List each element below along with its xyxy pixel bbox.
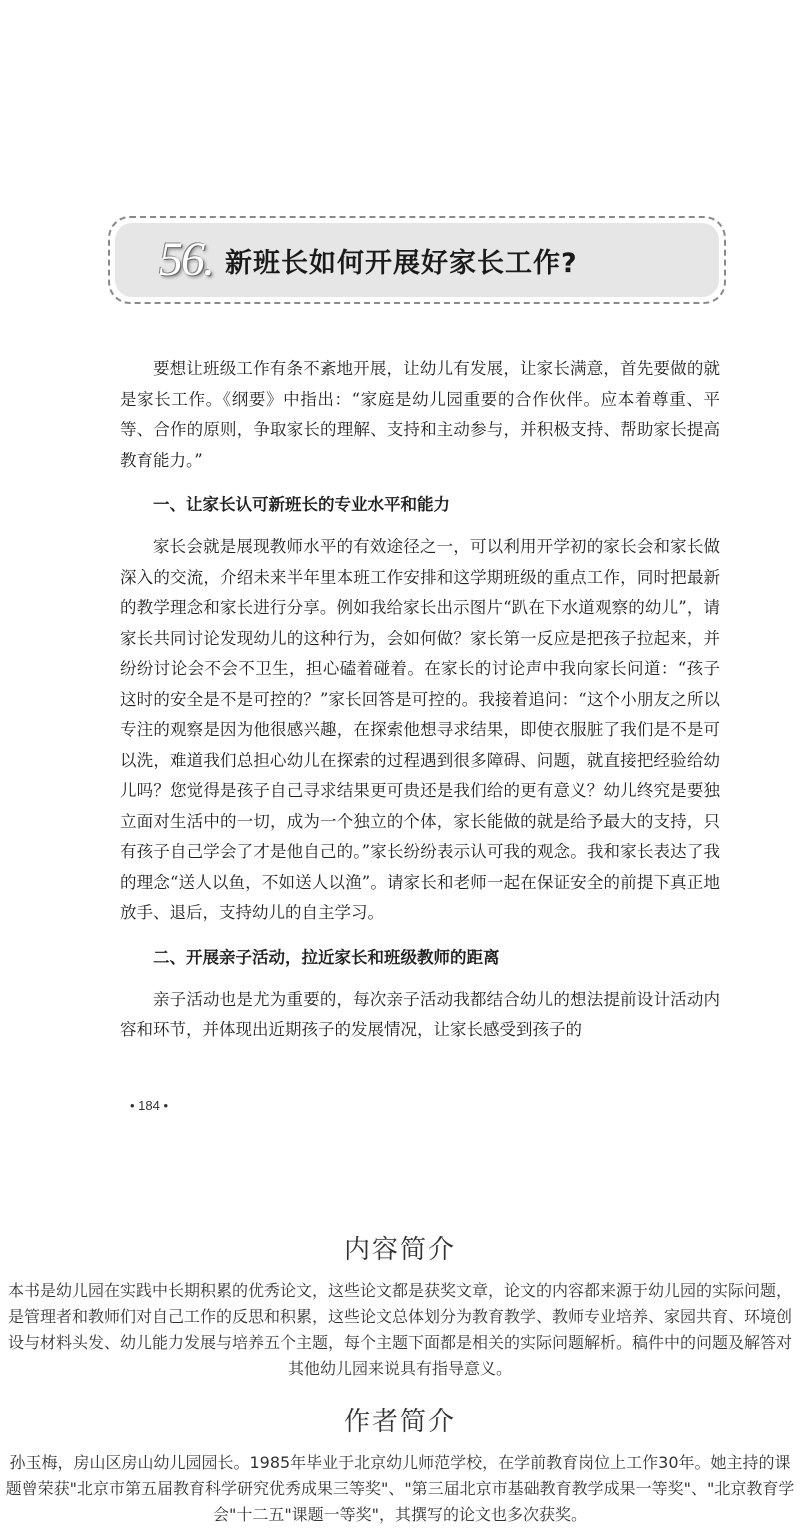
chapter-title: 新班长如何开展好家长工作? (225, 247, 578, 279)
intro-paragraph: 要想让班级工作有条不紊地开展，让幼儿有发展，让家长满意，首先要做的就是家长工作。《纲要》中指出：“家庭是幼儿园重要的合作伙伴。应本着尊重、平等、合作的原则，争取家长的理解、支持和主动参与，并积极支持、帮助家长提高教育能力。” (120, 359, 720, 470)
section-2-paragraph: 亲子活动也是尤为重要的，每次亲子活动我都结合幼儿的想法提前设计活动内容和环节，并体现出近期孩子的发展情况，让家长感受到孩子的 (120, 989, 720, 1039)
section-1-paragraph: 家长会就是展现教师水平的有效途径之一，可以利用开学初的家长会和家长做深入的交流，介绍未来半年里本班工作安排和这学期班级的重点工作，同时把最新的教学理念和家长进行分享。例如我给家长出示图片“趴在下水道观察的幼儿”，请家长共同讨论发现幼儿的这种行为，会如何做？家长第一反应是把孩子拉起来，并纷纷讨论会不会不卫生，担心磕着碰着。在家长的讨论声中我向家长问道：“孩子这时的安全是不是可控的？”家长回答是可控的。我接着追问：“这个小朋友之所以专注的观察是因为他很感兴趣，在探索他想寻求结果，即使衣服脏了我们是不是可以洗，难道我们总担心幼儿在探索的过程遇到很多障碍、问题，就直接把经验给幼儿吗？您觉得是孩子自己寻求结果更可贵还是我们给的更有意义？幼儿终究是要独立面对生活中的一切，成为一个独立的个体，家长能做的就是给予最大的支持，只有孩子自己学会了才是他自己的。”家长纷纷表示认可我的观念。我和家长表达了我的理念“送人以鱼，不如送人以渔”。请家长和老师一起在保证安全的前提下真正地放手、退后，支持幼儿的自主学习。 (120, 537, 720, 922)
page-number: • 184 • (130, 1098, 169, 1113)
chapter-title-banner (115, 223, 719, 297)
book-summary (0, 1228, 800, 1528)
chapter-number: 56. (159, 233, 213, 286)
section-heading-1: 一、让家长认可新班长的专业水平和能力 (153, 495, 450, 514)
section-heading-2: 二、开展亲子活动，拉近家长和班级教师的距离 (153, 947, 500, 967)
author-intro-text: 孙玉梅，房山区房山幼儿园园长。1985年毕业于北京幼儿师范学校，在学前教育岗位上工作30年。她主持的课题曾荣获"北京市第五届教育科学研究优秀成果三等奖"、"第三届北京市基础教育教学成果一等奖"、"北京教育学会"十二五"课题一等奖"，其撰写的论文也多次获奖。 (5, 1453, 795, 1524)
content-summary-heading: 内容简介 (343, 1235, 456, 1265)
content-summary-text: 本书是幼儿园在实践中长期积累的优秀论文，这些论文都是获奖文章，论文的内容都来源于幼儿园的实际问题，是管理者和教师们对自己工作的反思和积累，这些论文总体划分为教育教学、教师专业培养、家园共育、环境创设与材料头发、幼儿能力发展与培养五个主题，每个主题下面都是相关的实际问题解析。稿件中的问题及解答对其他幼儿园来说具有指导意义。 (7, 1281, 792, 1378)
article-body (120, 354, 720, 1046)
author-intro-heading: 作者简介 (343, 1407, 456, 1437)
chapter-title-frame (108, 216, 726, 304)
